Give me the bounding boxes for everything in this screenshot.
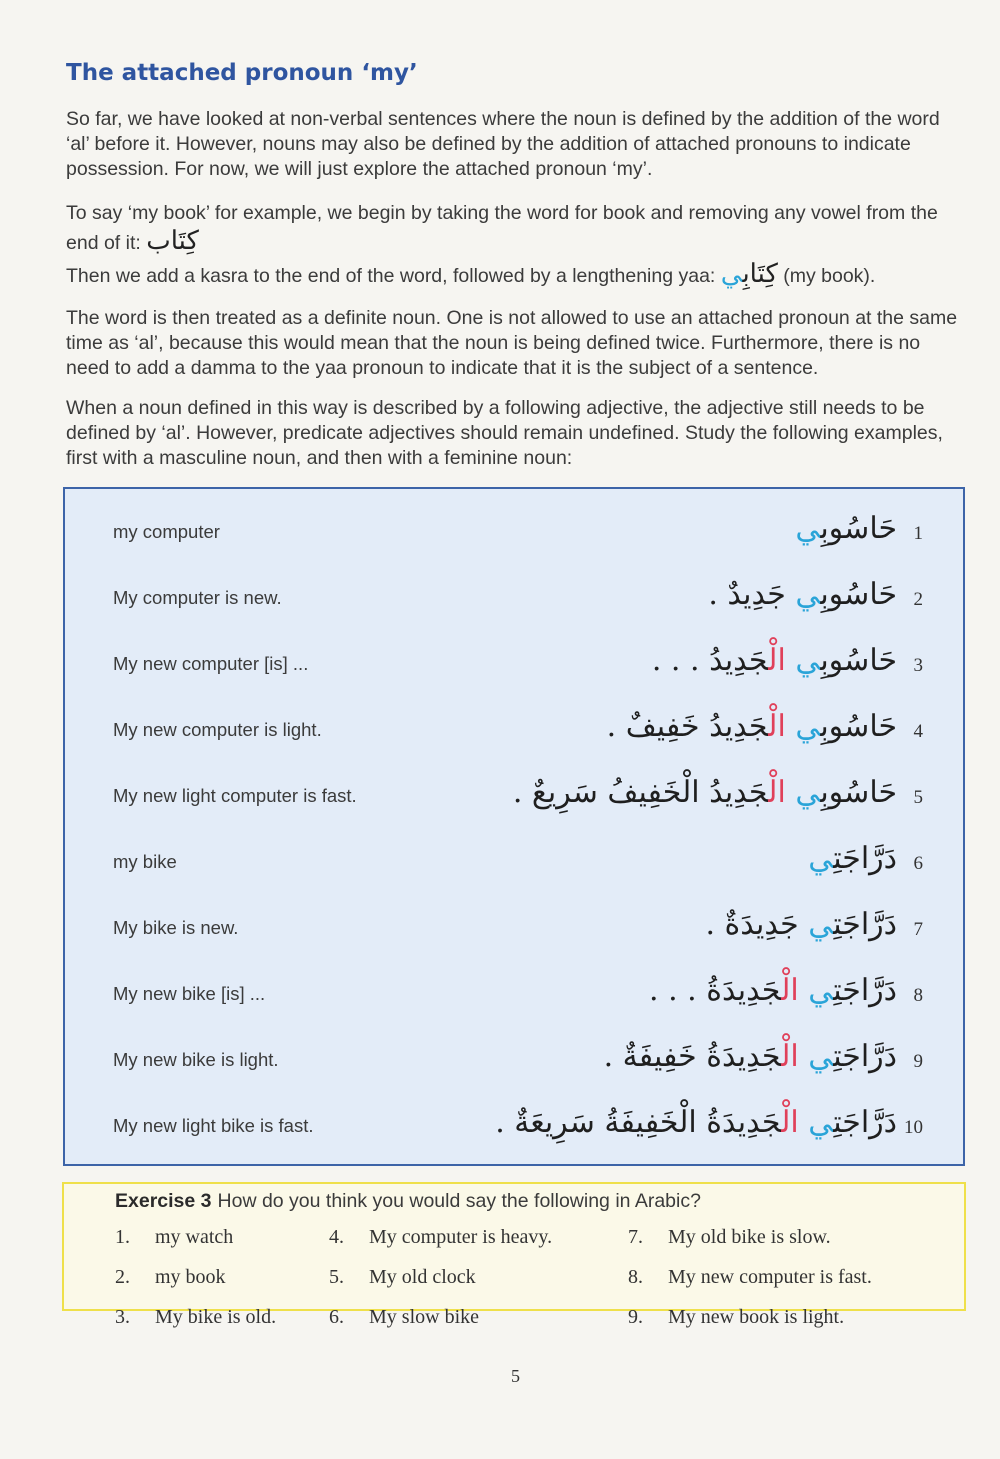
example-number: 7 [913, 919, 923, 940]
example-row [65, 695, 963, 755]
example-row [65, 893, 963, 953]
arabic-noun-stem: حَاسُوبِ [820, 709, 897, 744]
example-arabic [607, 709, 897, 744]
example-row [65, 1025, 963, 1085]
adjective-paragraph: When a noun defined in this way is described by a following adjective, the adjective still needs to be defined by ‘al’. However, predicate adjectives should remain undefined. Study the following examples, first with a masculine noun, and then with a feminine noun: [66, 397, 943, 469]
arabic-yaa-pronoun: ي [808, 841, 834, 876]
arabic-noun-stem: دَرَّاجَتِ [833, 1039, 897, 1074]
arabic-noun-stem: دَرَّاجَتِ [833, 907, 897, 942]
arabic-rest: جَدِيدَةُ الْخَفِيفَةُ سَرِيعَةٌ . [495, 1105, 782, 1140]
arabic-al-prefix: الْ [768, 643, 796, 678]
example-number: 3 [913, 655, 923, 676]
example-row [65, 761, 963, 821]
examples-box [63, 487, 965, 1166]
exercise-question: How do you think you would say the following in Arabic? [217, 1190, 701, 1212]
example-arabic [513, 775, 897, 810]
exercise-box [62, 1182, 966, 1328]
example-arabic [652, 643, 897, 678]
exercise-item-number: 8. [628, 1266, 643, 1288]
example-arabic [705, 907, 897, 942]
example-row [65, 629, 963, 689]
intro-paragraph: So far, we have looked at non-verbal sentences where the noun is defined by the addition of the word ‘al’ before it. However, nouns may also be defined by the addition of attached pronouns to indicate possession. For now, we will just explore the attached pronoun ‘my’. [66, 108, 940, 180]
arabic-yaa-pronoun: ي [795, 709, 821, 744]
example-arabic [495, 1105, 897, 1140]
arabic-noun-stem: دَرَّاجَتِ [833, 973, 897, 1008]
exercise-item-text: my book [155, 1266, 226, 1288]
example-number: 1 [913, 523, 923, 544]
example-english: My new bike is light. [113, 1049, 279, 1070]
exercise-item-text: My slow bike [369, 1306, 479, 1328]
arabic-rest: جَدِيدَةُ خَفِيفَةٌ . [603, 1039, 782, 1074]
example-english: my bike [113, 851, 177, 872]
example-number: 9 [913, 1051, 923, 1072]
exercise-item-text: My bike is old. [155, 1306, 277, 1328]
arabic-rest: جَدِيدُ الْخَفِيفُ سَرِيعٌ . [512, 775, 769, 810]
example-english: My new bike [is] ... [113, 983, 266, 1004]
arabic-noun-stem: حَاسُوبِ [820, 775, 897, 810]
arabic-rest: جَدِيدُ خَفِيفٌ . [606, 709, 769, 744]
exercise-item [628, 1266, 872, 1289]
arabic-al-prefix: الْ [781, 1039, 809, 1074]
example-english: My bike is new. [113, 917, 239, 938]
example-english: My new light bike is fast. [113, 1115, 314, 1136]
book-example-text: To say ‘my book’ for example, we begin by taking the word for book and removing any vowel from the end of it: [66, 202, 938, 254]
exercise-item [115, 1306, 276, 1329]
section-heading: The attached pronoun ‘my’ [66, 60, 418, 86]
exercise-item [115, 1266, 226, 1289]
exercise-item-number: 4. [329, 1226, 344, 1248]
exercise-item [628, 1306, 844, 1329]
example-arabic [604, 1039, 897, 1074]
exercise-item-number: 1. [115, 1226, 130, 1248]
exercise-item [329, 1226, 552, 1249]
arabic-yaa-pronoun: ي [795, 643, 821, 678]
arabic-al-prefix: الْ [768, 775, 796, 810]
example-row [65, 1091, 963, 1151]
exercise-item-number: 6. [329, 1306, 344, 1328]
exercise-item-text: My old bike is slow. [668, 1226, 831, 1248]
arabic-yaa-pronoun: ي [795, 511, 821, 546]
arabic-rest: جَدِيدَةٌ . [705, 907, 809, 942]
arabic-yaa-pronoun: ي [808, 973, 834, 1008]
example-english: my computer [113, 521, 220, 542]
example-row [65, 563, 963, 623]
arabic-al-prefix: الْ [768, 709, 796, 744]
example-arabic [708, 577, 897, 612]
book-example-paragraph [66, 199, 966, 257]
arabic-rest: جَدِيدَةُ . . . [649, 973, 782, 1008]
arabic-yaa-pronoun: ي [795, 577, 821, 612]
exercise-item-text: My new computer is fast. [668, 1266, 872, 1288]
arabic-al-prefix: الْ [781, 973, 809, 1008]
exercise-item-number: 7. [628, 1226, 643, 1248]
exercise-item-number: 9. [628, 1306, 643, 1328]
example-row [65, 959, 963, 1019]
example-number: 6 [913, 853, 923, 874]
exercise-item-number: 2. [115, 1266, 130, 1288]
exercise-item [329, 1266, 476, 1289]
example-number: 10 [904, 1117, 923, 1138]
arabic-noun-stem: دَرَّاجَتِ [833, 841, 897, 876]
example-english: My new computer [is] ... [113, 653, 309, 674]
exercise-title [115, 1190, 701, 1213]
exercise-item-text: my watch [155, 1226, 234, 1248]
exercise-item-text: My computer is heavy. [369, 1226, 553, 1248]
arabic-rest: جَدِيدُ . . . [651, 643, 769, 678]
example-number: 8 [913, 985, 923, 1006]
exercise-item [329, 1306, 479, 1329]
example-english: My computer is new. [113, 587, 282, 608]
exercise-label: Exercise 3 [115, 1190, 212, 1212]
arabic-word-kitab: كِتَاب [146, 226, 199, 256]
exercise-item-text: My new book is light. [668, 1306, 845, 1328]
arabic-noun-stem: حَاسُوبِ [820, 577, 897, 612]
example-arabic [649, 973, 897, 1008]
exercise-item-text: My old clock [369, 1266, 476, 1288]
example-arabic [808, 841, 897, 876]
kasra-text: Then we add a kasra to the end of the word, followed by a lengthening yaa: [66, 265, 721, 287]
example-arabic [795, 511, 897, 546]
arabic-yaa-pronoun: ي [808, 907, 834, 942]
example-number: 4 [913, 721, 923, 742]
arabic-noun-stem: حَاسُوبِ [820, 511, 897, 546]
arabic-yaa-pronoun: ي [795, 775, 821, 810]
kasra-paragraph [66, 259, 966, 289]
exercise-item [115, 1226, 233, 1249]
exercise-item-number: 3. [115, 1306, 130, 1328]
example-row [65, 497, 963, 557]
arabic-rest: جَدِيدٌ . [708, 577, 796, 612]
arabic-al-prefix: الْ [781, 1105, 809, 1140]
arabic-noun-stem: دَرَّاجَتِ [833, 1105, 897, 1140]
definite-noun-paragraph: The word is then treated as a definite noun. One is not allowed to use an attached pronoun at the same time as ‘al’, because this would mean that the noun is being defined twice. Furthermore, there is no need to add a damma to the yaa pronoun to indicate that it is the subject of a sentence. [66, 307, 958, 379]
arabic-word-kitabi [721, 259, 778, 289]
exercise-item-number: 5. [329, 1266, 344, 1288]
kasra-after-text: (my book). [777, 265, 876, 287]
page-number: 5 [511, 1366, 520, 1386]
arabic-stem: كِتَابِ [742, 259, 778, 289]
example-row [65, 827, 963, 887]
example-number: 5 [913, 787, 923, 808]
arabic-yaa-pronoun: ي [808, 1105, 834, 1140]
example-number: 2 [913, 589, 923, 610]
arabic-yaa-suffix: ي [720, 259, 743, 289]
arabic-yaa-pronoun: ي [808, 1039, 834, 1074]
arabic-noun-stem: حَاسُوبِ [820, 643, 897, 678]
example-english: My new computer is light. [113, 719, 322, 740]
exercise-item [628, 1226, 831, 1249]
example-english: My new light computer is fast. [113, 785, 357, 806]
